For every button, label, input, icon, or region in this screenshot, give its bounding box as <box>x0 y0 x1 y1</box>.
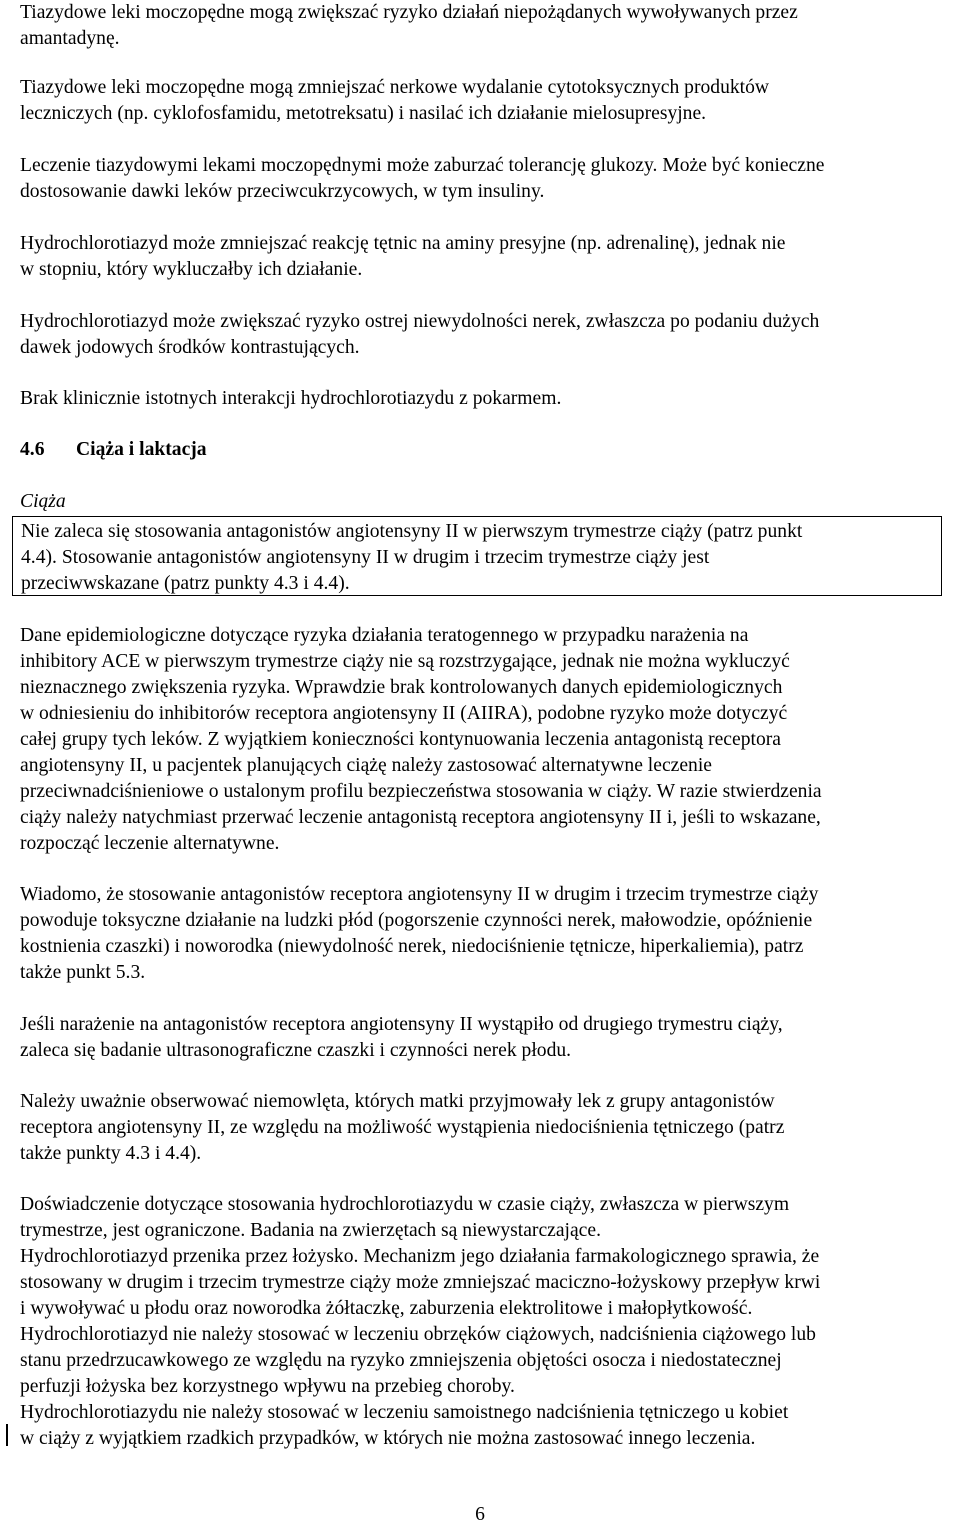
text-line: w odniesieniu do inhibitorów receptora angiotensyny II (AIIRA), podobne ryzyko może dotyczyć <box>20 703 788 724</box>
text-line: Jeśli narażenie na antagonistów receptora angiotensyny II wystąpiło od drugiego trymestru ciąży, <box>20 1014 783 1035</box>
page-number: 6 <box>475 1504 485 1525</box>
text-line: powoduje toksyczne działanie na ludzki płód (pogorszenie czynności nerek, małowodzie, opóźnienie <box>20 910 813 931</box>
text-line: Hydrochlorotiazyd nie należy stosować w leczeniu obrzęków ciążowych, nadciśnienia ciążowego lub <box>20 1324 816 1345</box>
text-line: Należy uważnie obserwować niemowlęta, których matki przyjmowały lek z grupy antagonistów <box>20 1091 775 1112</box>
text-line: Tiazydowe leki moczopędne mogą zwiększać ryzyko działań niepożądanych wywoływanych przez <box>20 2 798 23</box>
text-line: Brak klinicznie istotnych interakcji hydrochlorotiazydu z pokarmem. <box>20 388 562 409</box>
text-line: kostnienia czaszki) i noworodka (niewydolność nerek, niedociśnienie tętnicze, hiperkaliemia), patrz <box>20 936 804 957</box>
text-line: przeciwnadciśnieniowe o ustalonym profilu bezpieczeństwa stosowania w ciąży. W razie stwierdzenia <box>20 781 822 802</box>
text-line: w stopniu, który wykluczałby ich działanie. <box>20 259 363 280</box>
text-line: inhibitory ACE w pierwszym trymestrze ciąży nie są rozstrzygające, jednak nie można wykluczyć <box>20 651 790 672</box>
text-line: dawek jodowych środków kontrastujących. <box>20 337 360 358</box>
text-line: ciąży należy natychmiast przerwać leczenie antagonistą receptora angiotensyny II i, jeśli to wskazane, <box>20 807 821 828</box>
text-line: rozpocząć leczenie alternatywne. <box>20 833 280 854</box>
text-line: amantadynę. <box>20 28 120 49</box>
text-line: przeciwwskazane (patrz punkty 4.3 i 4.4). <box>21 573 350 594</box>
section-heading <box>20 437 207 463</box>
paragraph-pressor-amines <box>20 231 945 283</box>
text-line: także punkty 4.3 i 4.4). <box>20 1143 202 1164</box>
text-line: zaleca się badanie ultrasonograficzne czaszki i czynności nerek płodu. <box>20 1040 572 1061</box>
text-line: Hydrochlorotiazyd może zmniejszać reakcję tętnic na aminy presyjne (np. adrenalinę), jednak nie <box>20 233 786 254</box>
text-line: perfuzji łożyska bez korzystnego wpływu na przebieg choroby. <box>20 1376 515 1397</box>
text-line: całej grupy tych leków. Z wyjątkiem konieczności kontynuowania leczenia antagonistą receptora <box>20 729 781 750</box>
change-bar <box>6 1424 8 1446</box>
text-line: receptora angiotensyny II, ze względu na możliwość wystąpienia niedociśnienia tętniczego (patrz <box>20 1117 785 1138</box>
text-line: Wiadomo, że stosowanie antagonistów receptora angiotensyny II w drugim i trzecim trymestrze ciąży <box>20 884 819 905</box>
text-line: dostosowanie dawki leków przeciwcukrzycowych, w tym insuliny. <box>20 181 545 202</box>
paragraph-ultrasound <box>20 1012 945 1064</box>
text-line: nieznacznego zwiększenia ryzyka. Wprawdzie brak kontrolowanych danych epidemiologicznych <box>20 677 783 698</box>
paragraph-hydrochlorothiazide <box>20 1192 945 1452</box>
text-line: Tiazydowe leki moczopędne mogą zmniejszać nerkowe wydalanie cytotoksycznych produktów <box>20 77 770 98</box>
paragraph-amantadine <box>20 0 945 52</box>
text-line: Hydrochlorotiazydu nie należy stosować w leczeniu samoistnego nadciśnienia tętniczego u kobiet <box>20 1402 789 1423</box>
text-line: Dane epidemiologiczne dotyczące ryzyka działania teratogennego w przypadku narażenia na <box>20 625 749 646</box>
section-number: 4.6 <box>20 439 45 460</box>
text-line: także punkt 5.3. <box>20 962 146 983</box>
text-line: stanu przedrzucawkowego ze względu na ryzyko zmniejszenia objętości osocza i niedostatecznej <box>20 1350 782 1371</box>
boxed-warning <box>12 516 942 596</box>
text-line: Hydrochlorotiazyd przenika przez łożysko. Mechanizm jego działania farmakologicznego sprawia, że <box>20 1246 820 1267</box>
paragraph-food <box>20 386 945 412</box>
paragraph-fetotoxicity <box>20 882 945 986</box>
text-line: angiotensyny II, u pacjentek planujących ciążę należy zastosować alternatywne leczenie <box>20 755 712 776</box>
text-line: Nie zaleca się stosowania antagonistów angiotensyny II w pierwszym trymestrze ciąży (patrz punkt <box>21 521 803 542</box>
text-line: stosowany w drugim i trzecim trymestrze ciąży może zmniejszać maciczno-łożyskowy przepływ krwi <box>20 1272 821 1293</box>
text-line: 4.4). Stosowanie antagonistów angiotensyny II w drugim i trzecim trymestrze ciąży jest <box>21 547 710 568</box>
paragraph-glucose <box>20 153 945 205</box>
text-line: w ciąży z wyjątkiem rzadkich przypadków, w których nie można zastosować innego leczenia. <box>20 1428 756 1449</box>
subheading-pregnancy: Ciąża <box>20 491 66 512</box>
section-title: Ciąża i laktacja <box>76 439 207 460</box>
text-line: i wywoływać u płodu oraz noworodka żółtaczkę, zaburzenia elektrolitowe i małopłytkowość. <box>20 1298 753 1319</box>
text-line: leczniczych (np. cyklofosfamidu, metotreksatu) i nasilać ich działanie mielosupresyjne. <box>20 103 707 124</box>
paragraph-epidemiology <box>20 623 945 857</box>
text-line: trymestrze, jest ograniczone. Badania na zwierzętach są niewystarczające. <box>20 1220 601 1241</box>
paragraph-contrast <box>20 309 945 361</box>
paragraph-cytotoxic <box>20 75 945 127</box>
paragraph-infants <box>20 1089 945 1167</box>
text-line: Hydrochlorotiazyd może zwiększać ryzyko ostrej niewydolności nerek, zwłaszcza po podaniu dużych <box>20 311 820 332</box>
text-line: Leczenie tiazydowymi lekami moczopędnymi może zaburzać tolerancję glukozy. Może być konieczne <box>20 155 825 176</box>
text-line: Doświadczenie dotyczące stosowania hydrochlorotiazydu w czasie ciąży, zwłaszcza w pierwszym <box>20 1194 790 1215</box>
